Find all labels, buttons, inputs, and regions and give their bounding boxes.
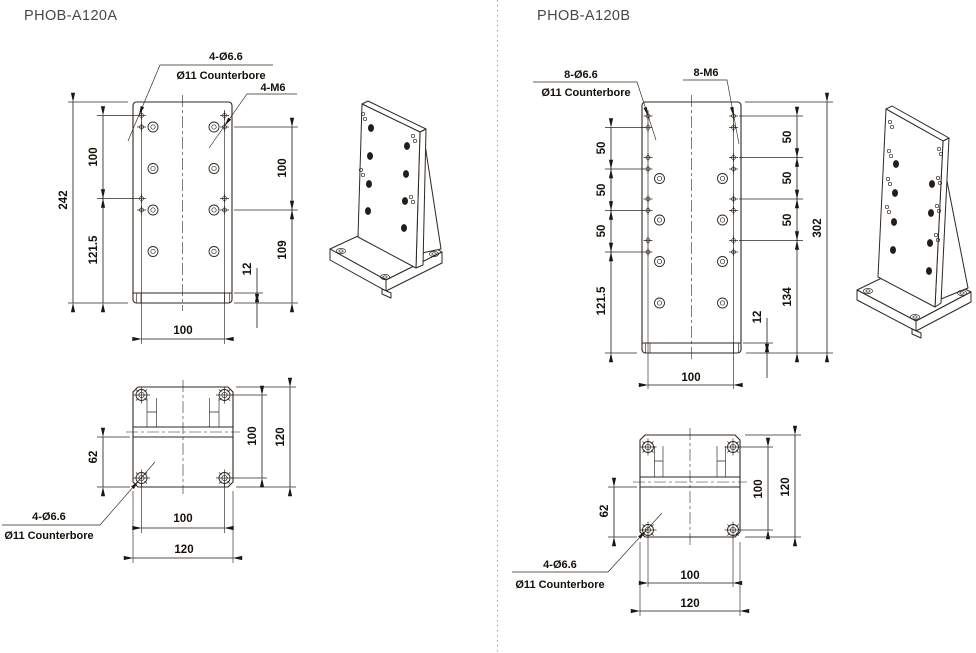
dim-hole-span-v: 100 — [247, 426, 259, 446]
dim-hole-span: 100 — [681, 372, 701, 384]
extension-lines — [97, 387, 296, 563]
dim-hole-span-v: 100 — [753, 479, 765, 499]
tapped-holes — [644, 112, 739, 257]
dim-left-s3: 50 — [596, 224, 608, 238]
counterbore-holes — [148, 122, 219, 257]
hole-column-lines — [648, 110, 734, 389]
page-title: PHOB-A120B — [537, 8, 631, 24]
bottom-view-b — [512, 428, 801, 616]
counterbore-note-line1: 4-Ø6.6 — [543, 559, 577, 571]
counterbore-note-line2: Ø11 Counterbore — [176, 70, 266, 82]
hole-column-lines — [142, 110, 225, 344]
tap-note: 8-M6 — [693, 67, 719, 79]
leader-counterbore — [533, 69, 656, 140]
dim-base-thickness: 12 — [242, 262, 254, 276]
bottom-view-a — [2, 380, 296, 563]
counterbore-note-line1: 8-Ø6.6 — [564, 69, 598, 81]
dim-depth: 120 — [275, 427, 287, 447]
extension-lines — [68, 102, 298, 303]
dim-left-s2: 50 — [596, 183, 608, 197]
dim-left-s1: 50 — [596, 141, 608, 155]
dim-front-offset: 62 — [88, 450, 100, 464]
front-view-b — [533, 67, 833, 389]
dim-overall-height: 242 — [58, 190, 70, 210]
dim-hole-span-h: 100 — [173, 513, 193, 525]
dim-right-s2: 50 — [782, 171, 794, 185]
page-title: PHOB-A120A — [24, 8, 118, 24]
counterbore-note-line2: Ø11 Counterbore — [4, 530, 94, 542]
dim-hole-span: 100 — [173, 325, 193, 337]
counterbore-note-line1: 4-Ø6.6 — [209, 51, 243, 63]
dimension-lines — [614, 435, 795, 611]
extension-lines — [605, 102, 833, 353]
dim-overall-height: 302 — [812, 218, 824, 238]
dim-left-lower: 121.5 — [88, 235, 100, 265]
dim-left-lower: 121.5 — [596, 286, 608, 316]
front-view-a — [58, 51, 298, 344]
leader-counterbore — [2, 462, 155, 542]
dim-left-spacing: 100 — [88, 147, 100, 167]
leader-tap — [209, 82, 297, 148]
dim-right-s1: 50 — [782, 130, 794, 144]
iso-view-b — [857, 106, 971, 338]
dim-width: 120 — [680, 598, 700, 610]
dim-depth: 120 — [780, 477, 792, 497]
dim-base-thickness: 12 — [752, 310, 764, 324]
counterbore-holes — [655, 174, 728, 309]
dimension-lines — [103, 387, 290, 558]
counterbore-note-line1: 4-Ø6.6 — [32, 511, 66, 523]
extension-lines — [608, 435, 801, 616]
dim-right-spacing: 100 — [277, 158, 289, 178]
counterbore-note-line2: Ø11 Counterbore — [515, 579, 605, 591]
dim-right-lower: 134 — [782, 287, 794, 307]
dim-width: 120 — [174, 544, 194, 556]
plate-face — [878, 109, 943, 307]
dim-hole-span-h: 100 — [680, 570, 700, 582]
dim-right-s3: 50 — [782, 213, 794, 227]
counterbore-note-line2: Ø11 Counterbore — [541, 87, 631, 99]
iso-view-a — [330, 101, 442, 298]
dim-right-lower: 109 — [277, 240, 289, 260]
dim-front-offset: 62 — [599, 504, 611, 518]
leader-counterbore — [128, 51, 273, 141]
tap-note: 4-M6 — [260, 82, 286, 94]
